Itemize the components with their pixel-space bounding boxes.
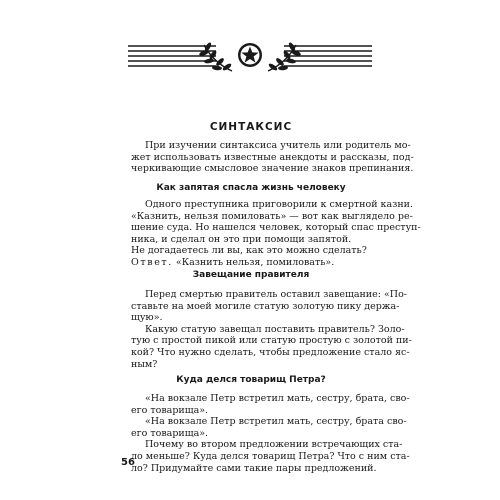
text-line: щую».	[131, 312, 163, 324]
text-line: «На вокзале Петр встретил мать, сестру, брата сво-	[145, 416, 407, 428]
text-line: ло? Придумайте сами такие пары предложений.	[131, 462, 377, 474]
text-line: Почему во втором предложении встречающих ста-	[145, 439, 403, 451]
section-title: СИНТАКСИС	[209, 121, 293, 133]
text-line: его товарища».	[131, 427, 209, 439]
text-line: жет использовать известные анекдоты и рассказы, под-	[131, 151, 414, 163]
story-title: Куда делся товарищ Петра?	[176, 375, 326, 385]
text-line: шение суда. Но нашелся человек, который спас преступ-	[131, 222, 421, 234]
answer-text: «Казнить нельзя, помиловать».	[175, 256, 335, 268]
text-line: Одного преступника приговорили к смертной казни.	[145, 199, 414, 210]
story-title: Завещание правителя	[192, 270, 310, 280]
story-text	[131, 289, 412, 370]
answer-label: Ответ.	[131, 256, 173, 268]
page-number: 56	[121, 457, 135, 468]
text-line: кой? Что нужно сделать, чтобы предложение стало яс-	[131, 346, 410, 358]
story-title: Как запятая спасла жизнь человеку	[156, 183, 346, 193]
text-line: черкивающие смысловое значение знаков препинания.	[131, 163, 414, 175]
text-line: ника, и сделал он это при помощи запятой.	[131, 233, 352, 245]
story-text	[131, 393, 410, 474]
story-text	[131, 199, 421, 269]
intro-paragraph	[131, 140, 414, 175]
text-line: Какую статую завещал поставить правитель? Золо-	[145, 323, 405, 335]
text-line: ным?	[131, 358, 158, 370]
laurel-star-ornament-icon	[128, 33, 372, 79]
text-line: Не догадаетесь ли вы, как это можно сделать?	[131, 245, 367, 257]
text-line: При изучении синтаксиса учитель или родитель мо-	[145, 140, 411, 151]
text-line: тую с простой пикой или статую простую с золотой пи-	[131, 335, 412, 347]
text-line: ло меньше? Куда делся товарищ Петра? Что с ним ста-	[131, 450, 410, 462]
text-line: «Казнить, нельзя помиловать» — вот как выглядело ре-	[131, 210, 413, 222]
text-line: «На вокзале Петр встретил мать, сестру, брата, сво-	[145, 393, 410, 404]
text-line: ставьте на моей могиле статую золотую пику держа-	[131, 300, 400, 312]
text-line: Перед смертью правитель оставил завещание: «По-	[145, 289, 408, 300]
text-line: его товарища».	[131, 404, 209, 416]
